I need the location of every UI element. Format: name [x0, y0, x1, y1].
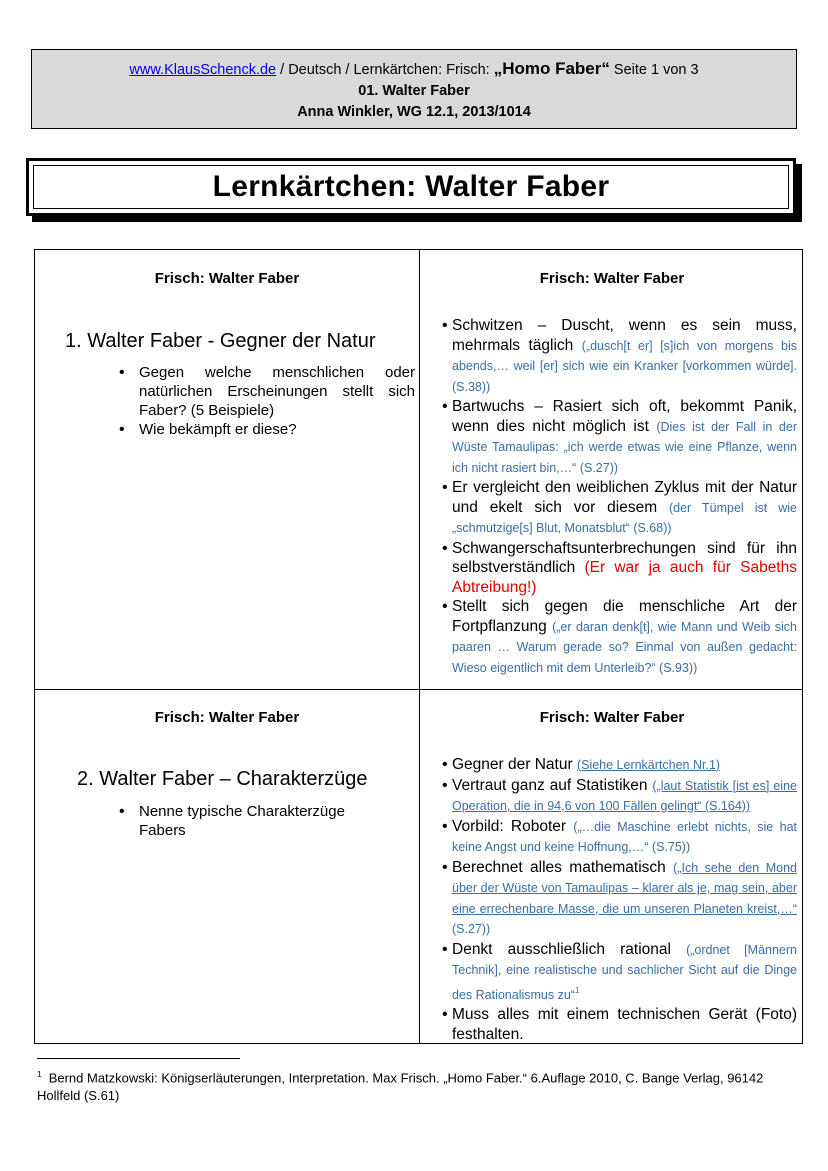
- page-info: Seite 1 von 3: [609, 62, 699, 78]
- footnote-marker: 1: [37, 1070, 42, 1079]
- list-item: • Stellt sich gegen die menschliche Art der Fortpflanzung („er daran denk[t], wie Mann und Weib sich paaren … Warum gerade so? Einmal von außen gedacht: Wieso eigentlich mit dem Unterleib?“ (S.93)): [413, 597, 797, 678]
- list-item: • Gegner der Natur (Siehe Lernkärtchen Nr.1): [413, 755, 797, 776]
- list-item: • Vertraut ganz auf Statistiken („laut Statistik [ist es] eine Operation, die in 94,6 von 100 Fällen gelingt“ (S.164)): [413, 776, 797, 817]
- list-item: • Schwitzen – Duscht, wenn es sein muss, mehrmals täglich („dusch[t er] [s]ich von morgens bis abends,… weil [er] sich wie ein Kranker [vorkommen würde]. (S.38)): [413, 316, 797, 397]
- list-item: • Wie bekämpft er diese?: [111, 420, 415, 439]
- list-item: • Vorbild: Roboter („…die Maschine erlebt nichts, sie hat keine Angst und keine Hoffnung,…“ (S.75)): [413, 817, 797, 858]
- card1-answer-list: [413, 316, 797, 678]
- footnote: [37, 1066, 797, 1105]
- list-item: • Bartwuchs – Rasiert sich oft, bekommt Panik, wenn dies nicht möglich ist (Dies ist der Fall in der Wüste Tamaulipas: „ich werde etwas wie eine Pflanze, wenn ich nicht rasiert bin,…“ (S.27)): [413, 397, 797, 478]
- card2-answer-head: Frisch: Walter Faber: [539, 709, 685, 726]
- list-item: • Schwangerschaftsunterbrechungen sind für ihn selbstverständlich (Er war ja auch für Sabeths Abtreibung!): [413, 539, 797, 598]
- list-item: • Er vergleicht den weiblichen Zyklus mit der Natur und ekelt sich vor diesem (der Tümpel ist wie „schmutzige[s] Blut, Monatsblut“ (S.68)): [413, 478, 797, 539]
- header-line-3: Anna Winkler, WG 12.1, 2013/1014: [297, 104, 531, 120]
- card2-answer-list: [413, 755, 797, 1044]
- card2-question-list: [111, 802, 371, 840]
- footnote-divider: [37, 1058, 240, 1059]
- page-title: Lernkärtchen: Walter Faber: [212, 170, 610, 203]
- book-title: „Homo Faber“: [493, 59, 610, 78]
- card-grid: [34, 249, 803, 1044]
- list-item: • Muss alles mit einem technischen Gerät (Foto) festhalten.: [413, 1005, 797, 1044]
- site-link[interactable]: www.KlausSchenck.de: [129, 62, 277, 78]
- card2-question-head: Frisch: Walter Faber: [154, 709, 300, 726]
- list-item: • Berechnet alles mathematisch („Ich sehe den Mond über der Wüste von Tamaulipas – klarer als je, mag sein, aber eine errechenbare Masse, die um unseren Planeten kreist,…“ (S.27)): [413, 858, 797, 940]
- card1-answer-head: Frisch: Walter Faber: [539, 270, 685, 287]
- grid-divider-horizontal: [35, 689, 802, 690]
- card1-question-head: Frisch: Walter Faber: [154, 270, 300, 287]
- title-box: [26, 158, 802, 222]
- title-frame: [26, 158, 796, 216]
- list-item: • Denkt ausschließlich rational („ordnet [Männern Technik], eine realistische und sachlicher Sicht auf die Dinge des Rationalismus zu“$^1$: [413, 940, 797, 1006]
- header-path: / Deutsch / Lernkärtchen: Frisch:: [276, 62, 494, 78]
- card1-question-list: [111, 363, 415, 439]
- card1-question-title: 1. Walter Faber - Gegner der Natur: [65, 330, 376, 352]
- footnote-text: Bernd Matzkowski: Königserläuterungen, Interpretation. Max Frisch. „Homo Faber.“ 6.Auflage 2010, C. Bange Verlag, 96142 Hollfeld (S.61): [37, 1070, 764, 1104]
- page-header: [31, 49, 797, 129]
- footnote-ref[interactable]: 1: [574, 985, 580, 995]
- header-line-1: [32, 58, 796, 81]
- list-item: • Nenne typische Charakterzüge Fabers: [111, 802, 371, 840]
- list-item: • Gegen welche menschlichen oder natürlichen Erscheinungen stellt sich Faber? (5 Beispiele): [111, 363, 415, 420]
- card2-question-title: 2. Walter Faber – Charakterzüge: [77, 768, 368, 790]
- header-line-2: 01. Walter Faber: [358, 83, 470, 99]
